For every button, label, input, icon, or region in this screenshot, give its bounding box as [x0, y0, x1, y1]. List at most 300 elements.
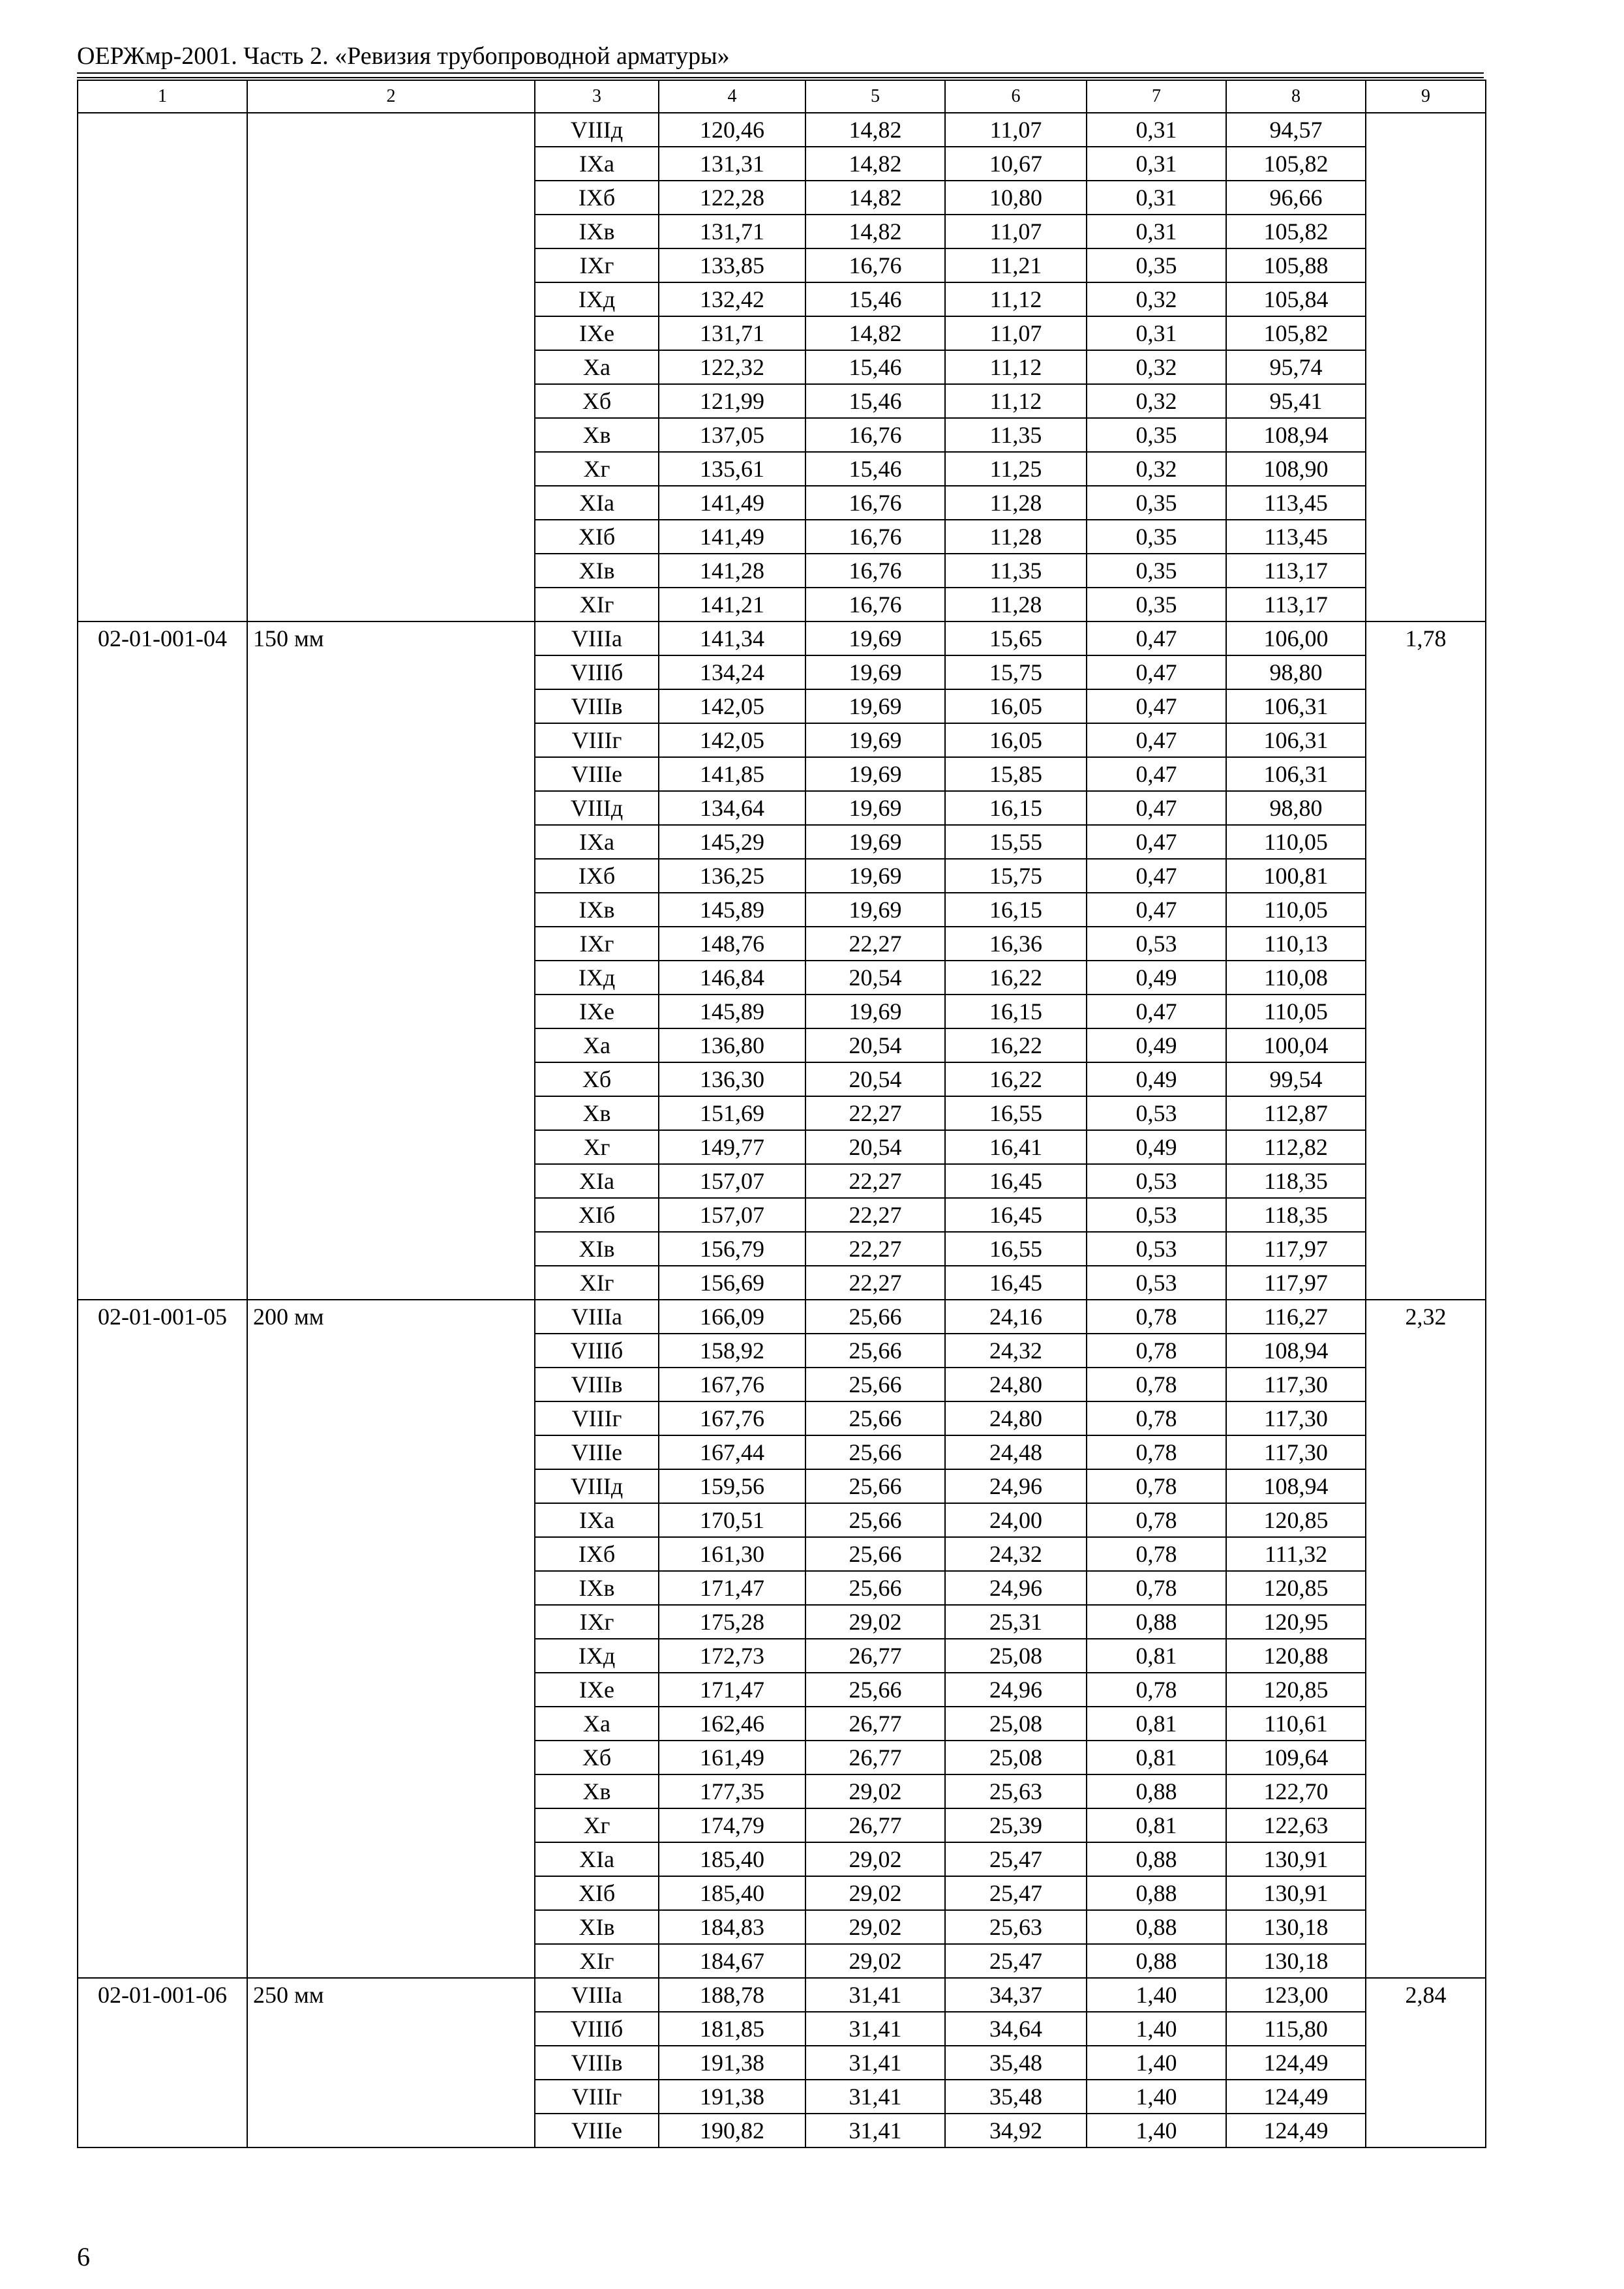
value-cell: 167,76 [659, 1368, 805, 1401]
value-cell: 145,89 [659, 893, 805, 927]
value-cell: 0,81 [1087, 1639, 1226, 1673]
value-cell: 0,49 [1087, 1028, 1226, 1062]
value-cell: 0,47 [1087, 859, 1226, 893]
value-cell: 14,82 [805, 181, 945, 215]
value-cell: 0,47 [1087, 655, 1226, 689]
value-cell: 15,46 [805, 282, 945, 316]
value-cell: IXб [535, 859, 659, 893]
column-number-cell: 2 [247, 80, 535, 113]
value-cell: 157,07 [659, 1198, 805, 1232]
value-cell: 25,66 [805, 1537, 945, 1571]
value-cell: 110,61 [1226, 1707, 1366, 1741]
column-number-cell: 9 [1366, 80, 1486, 113]
value-cell: 0,53 [1087, 1164, 1226, 1198]
value-cell: XIг [535, 588, 659, 621]
value-cell: 0,78 [1087, 1435, 1226, 1469]
value-cell: 15,75 [945, 655, 1087, 689]
value-cell: 184,83 [659, 1910, 805, 1944]
value-cell: 0,47 [1087, 723, 1226, 757]
value-cell: 19,69 [805, 893, 945, 927]
value-cell: Xa [535, 350, 659, 384]
value-cell: 115,80 [1226, 2012, 1366, 2046]
value-cell: 0,31 [1087, 316, 1226, 350]
table-row [78, 1300, 1486, 1334]
rates-table [77, 80, 1486, 2148]
value-cell: VIIIe [535, 1435, 659, 1469]
value-cell: 19,69 [805, 995, 945, 1028]
value-cell: 170,51 [659, 1503, 805, 1537]
value-cell: 0,78 [1087, 1334, 1226, 1368]
value-cell: 25,63 [945, 1774, 1087, 1808]
value-cell: 0,81 [1087, 1808, 1226, 1842]
value-cell: 19,69 [805, 757, 945, 791]
value-cell: 15,46 [805, 452, 945, 486]
value-cell: VIIIб [535, 655, 659, 689]
value-cell: 112,87 [1226, 1096, 1366, 1130]
value-cell: 110,05 [1226, 893, 1366, 927]
value-cell: 1,40 [1087, 2080, 1226, 2114]
value-cell: 141,28 [659, 554, 805, 588]
value-cell: XIa [535, 486, 659, 520]
value-cell: 0,32 [1087, 384, 1226, 418]
value-cell: VIIIa [535, 621, 659, 655]
value-cell: 141,49 [659, 520, 805, 554]
value-cell: 191,38 [659, 2080, 805, 2114]
value-cell: 22,27 [805, 1232, 945, 1266]
value-cell: 24,80 [945, 1368, 1087, 1401]
value-cell: 0,35 [1087, 588, 1226, 621]
value-cell: VIIIe [535, 2114, 659, 2147]
value-cell: 0,47 [1087, 825, 1226, 859]
value-cell: 158,92 [659, 1334, 805, 1368]
value-cell: Xг [535, 1130, 659, 1164]
value-cell: 123,00 [1226, 1978, 1366, 2012]
value-cell: 11,12 [945, 384, 1087, 418]
value-cell: Xб [535, 1741, 659, 1774]
value-cell: 24,96 [945, 1469, 1087, 1503]
value-cell: 110,05 [1226, 825, 1366, 859]
value-cell: 11,12 [945, 350, 1087, 384]
value-cell: 16,76 [805, 554, 945, 588]
value-cell: VIIIд [535, 113, 659, 147]
value-cell: 120,88 [1226, 1639, 1366, 1673]
value-cell: 130,91 [1226, 1842, 1366, 1876]
value-cell: 171,47 [659, 1571, 805, 1605]
value-cell: 113,45 [1226, 520, 1366, 554]
value-cell: 29,02 [805, 1910, 945, 1944]
value-cell: 15,65 [945, 621, 1087, 655]
value-cell: VIIIг [535, 723, 659, 757]
value-cell: 120,46 [659, 113, 805, 147]
value-cell: 24,80 [945, 1401, 1087, 1435]
value-cell: 132,42 [659, 282, 805, 316]
value-cell: 16,45 [945, 1198, 1087, 1232]
value-cell: 16,15 [945, 995, 1087, 1028]
value-cell: 0,31 [1087, 215, 1226, 248]
value-cell: 22,27 [805, 1198, 945, 1232]
value-cell: 26,77 [805, 1707, 945, 1741]
value-cell: 141,49 [659, 486, 805, 520]
value-cell: 1,40 [1087, 1978, 1226, 2012]
value-cell: 19,69 [805, 689, 945, 723]
value-cell: 22,27 [805, 927, 945, 961]
item-name-cell [247, 113, 535, 621]
value-cell: 16,45 [945, 1164, 1087, 1198]
item-name-cell: 200 мм [247, 1300, 535, 1978]
value-cell: 136,80 [659, 1028, 805, 1062]
value-cell: 25,47 [945, 1876, 1087, 1910]
value-cell: 116,27 [1226, 1300, 1366, 1334]
value-cell: 16,05 [945, 689, 1087, 723]
value-cell: 16,55 [945, 1096, 1087, 1130]
value-cell: 151,69 [659, 1096, 805, 1130]
value-cell: XIг [535, 1944, 659, 1978]
value-cell: IXв [535, 215, 659, 248]
value-cell: 108,94 [1226, 1469, 1366, 1503]
value-cell: 29,02 [805, 1876, 945, 1910]
value-cell: 98,80 [1226, 655, 1366, 689]
value-cell: 0,35 [1087, 554, 1226, 588]
value-cell: IXб [535, 1537, 659, 1571]
rate-code-cell: 02-01-001-06 [78, 1978, 247, 2147]
value-cell: 135,61 [659, 452, 805, 486]
col9-value-cell [1366, 113, 1486, 621]
value-cell: 149,77 [659, 1130, 805, 1164]
value-cell: 16,22 [945, 1028, 1087, 1062]
value-cell: IXe [535, 316, 659, 350]
value-cell: 25,47 [945, 1842, 1087, 1876]
value-cell: 26,77 [805, 1639, 945, 1673]
value-cell: IXг [535, 1605, 659, 1639]
value-cell: 15,55 [945, 825, 1087, 859]
value-cell: 157,07 [659, 1164, 805, 1198]
value-cell: 95,74 [1226, 350, 1366, 384]
value-cell: 16,15 [945, 791, 1087, 825]
value-cell: 25,08 [945, 1707, 1087, 1741]
value-cell: Xa [535, 1707, 659, 1741]
value-cell: IXв [535, 1571, 659, 1605]
value-cell: 118,35 [1226, 1164, 1366, 1198]
value-cell: Xг [535, 1808, 659, 1842]
value-cell: 0,32 [1087, 282, 1226, 316]
value-cell: 141,34 [659, 621, 805, 655]
value-cell: IXг [535, 927, 659, 961]
value-cell: 19,69 [805, 621, 945, 655]
value-cell: Xв [535, 1096, 659, 1130]
value-cell: 16,15 [945, 893, 1087, 927]
value-cell: 20,54 [805, 1028, 945, 1062]
value-cell: 24,00 [945, 1503, 1087, 1537]
value-cell: 0,81 [1087, 1741, 1226, 1774]
value-cell: 191,38 [659, 2046, 805, 2080]
value-cell: 0,35 [1087, 486, 1226, 520]
value-cell: 0,35 [1087, 248, 1226, 282]
value-cell: XIв [535, 554, 659, 588]
value-cell: 0,78 [1087, 1503, 1226, 1537]
table-row [78, 621, 1486, 655]
value-cell: 25,66 [805, 1571, 945, 1605]
value-cell: 11,28 [945, 588, 1087, 621]
value-cell: 145,89 [659, 995, 805, 1028]
value-cell: 16,36 [945, 927, 1087, 961]
value-cell: 20,54 [805, 961, 945, 995]
value-cell: 124,49 [1226, 2046, 1366, 2080]
value-cell: 111,32 [1226, 1537, 1366, 1571]
value-cell: 174,79 [659, 1808, 805, 1842]
value-cell: 167,76 [659, 1401, 805, 1435]
value-cell: 120,95 [1226, 1605, 1366, 1639]
value-cell: 167,44 [659, 1435, 805, 1469]
value-cell: VIIIe [535, 757, 659, 791]
value-cell: 15,85 [945, 757, 1087, 791]
value-cell: 113,17 [1226, 588, 1366, 621]
value-cell: 19,69 [805, 825, 945, 859]
value-cell: 10,67 [945, 147, 1087, 181]
value-cell: 0,31 [1087, 113, 1226, 147]
page-header-title: ОЕРЖмр-2001. Часть 2. «Ревизия трубопроводной арматуры» [77, 42, 730, 70]
value-cell: VIIIг [535, 1401, 659, 1435]
value-cell: 146,84 [659, 961, 805, 995]
value-cell: 15,46 [805, 384, 945, 418]
column-number-row [78, 80, 1486, 113]
value-cell: 24,48 [945, 1435, 1087, 1469]
value-cell: 109,64 [1226, 1741, 1366, 1774]
value-cell: 14,82 [805, 113, 945, 147]
value-cell: 172,73 [659, 1639, 805, 1673]
value-cell: VIIIa [535, 1978, 659, 2012]
value-cell: 26,77 [805, 1741, 945, 1774]
value-cell: 0,49 [1087, 961, 1226, 995]
value-cell: 156,79 [659, 1232, 805, 1266]
value-cell: 145,29 [659, 825, 805, 859]
value-cell: 106,31 [1226, 689, 1366, 723]
value-cell: 16,45 [945, 1266, 1087, 1300]
value-cell: 0,88 [1087, 1910, 1226, 1944]
value-cell: 185,40 [659, 1876, 805, 1910]
value-cell: 106,31 [1226, 723, 1366, 757]
value-cell: 34,92 [945, 2114, 1087, 2147]
value-cell: 122,28 [659, 181, 805, 215]
value-cell: 0,81 [1087, 1707, 1226, 1741]
value-cell: 161,30 [659, 1537, 805, 1571]
page-number: 6 [77, 2242, 90, 2271]
value-cell: 0,47 [1087, 791, 1226, 825]
value-cell: 0,78 [1087, 1300, 1226, 1334]
value-cell: IXг [535, 248, 659, 282]
value-cell: 19,69 [805, 723, 945, 757]
rate-code-cell: 02-01-001-05 [78, 1300, 247, 1978]
value-cell: 11,07 [945, 215, 1087, 248]
value-cell: 142,05 [659, 689, 805, 723]
value-cell: 131,71 [659, 215, 805, 248]
value-cell: 0,78 [1087, 1673, 1226, 1707]
value-cell: 25,66 [805, 1300, 945, 1334]
value-cell: 16,76 [805, 520, 945, 554]
value-cell: 110,13 [1226, 927, 1366, 961]
value-cell: 14,82 [805, 147, 945, 181]
value-cell: 29,02 [805, 1842, 945, 1876]
value-cell: 156,69 [659, 1266, 805, 1300]
value-cell: 162,46 [659, 1707, 805, 1741]
value-cell: VIIIв [535, 2046, 659, 2080]
value-cell: 136,25 [659, 859, 805, 893]
value-cell: 11,28 [945, 520, 1087, 554]
value-cell: IXв [535, 893, 659, 927]
column-number-cell: 3 [535, 80, 659, 113]
value-cell: 11,25 [945, 452, 1087, 486]
value-cell: 141,85 [659, 757, 805, 791]
value-cell: 0,47 [1087, 621, 1226, 655]
value-cell: 105,88 [1226, 248, 1366, 282]
value-cell: 16,41 [945, 1130, 1087, 1164]
value-cell: 0,78 [1087, 1368, 1226, 1401]
value-cell: IXa [535, 147, 659, 181]
value-cell: 11,35 [945, 418, 1087, 452]
value-cell: 19,69 [805, 791, 945, 825]
value-cell: 190,82 [659, 2114, 805, 2147]
value-cell: 25,39 [945, 1808, 1087, 1842]
value-cell: VIIIa [535, 1300, 659, 1334]
value-cell: 29,02 [805, 1605, 945, 1639]
value-cell: 14,82 [805, 316, 945, 350]
value-cell: 0,53 [1087, 927, 1226, 961]
value-cell: VIIIд [535, 1469, 659, 1503]
value-cell: 0,53 [1087, 1266, 1226, 1300]
value-cell: 105,82 [1226, 215, 1366, 248]
value-cell: Xб [535, 1062, 659, 1096]
col9-value-cell: 2,84 [1366, 1978, 1486, 2147]
value-cell: 0,88 [1087, 1842, 1226, 1876]
value-cell: 0,31 [1087, 181, 1226, 215]
value-cell: 113,17 [1226, 554, 1366, 588]
column-number-cell: 1 [78, 80, 247, 113]
value-cell: XIб [535, 1198, 659, 1232]
value-cell: 134,24 [659, 655, 805, 689]
value-cell: 10,80 [945, 181, 1087, 215]
value-cell: 16,55 [945, 1232, 1087, 1266]
value-cell: IXa [535, 825, 659, 859]
value-cell: 188,78 [659, 1978, 805, 2012]
value-cell: 184,67 [659, 1944, 805, 1978]
value-cell: 11,12 [945, 282, 1087, 316]
rate-code-cell: 02-01-001-04 [78, 621, 247, 1300]
value-cell: 1,40 [1087, 2012, 1226, 2046]
value-cell: 0,31 [1087, 147, 1226, 181]
table-row [78, 1978, 1486, 2012]
value-cell: 110,05 [1226, 995, 1366, 1028]
table-row [78, 113, 1486, 147]
value-cell: IXa [535, 1503, 659, 1537]
value-cell: 120,85 [1226, 1673, 1366, 1707]
value-cell: 117,97 [1226, 1266, 1366, 1300]
value-cell: 106,00 [1226, 621, 1366, 655]
value-cell: 24,96 [945, 1673, 1087, 1707]
value-cell: 117,30 [1226, 1401, 1366, 1435]
value-cell: 112,82 [1226, 1130, 1366, 1164]
value-cell: 0,49 [1087, 1130, 1226, 1164]
value-cell: 134,64 [659, 791, 805, 825]
value-cell: 24,96 [945, 1571, 1087, 1605]
value-cell: 14,82 [805, 215, 945, 248]
value-cell: 15,46 [805, 350, 945, 384]
value-cell: XIв [535, 1232, 659, 1266]
value-cell: 16,05 [945, 723, 1087, 757]
value-cell: 177,35 [659, 1774, 805, 1808]
item-name-cell: 150 мм [247, 621, 535, 1300]
value-cell: 16,22 [945, 1062, 1087, 1096]
value-cell: 0,47 [1087, 757, 1226, 791]
value-cell: 34,64 [945, 2012, 1087, 2046]
value-cell: VIIIг [535, 2080, 659, 2114]
value-cell: 24,16 [945, 1300, 1087, 1334]
value-cell: IXд [535, 961, 659, 995]
value-cell: 137,05 [659, 418, 805, 452]
value-cell: 20,54 [805, 1062, 945, 1096]
value-cell: 25,08 [945, 1639, 1087, 1673]
value-cell: 106,31 [1226, 757, 1366, 791]
value-cell: 1,40 [1087, 2046, 1226, 2080]
col9-value-cell: 2,32 [1366, 1300, 1486, 1978]
value-cell: 35,48 [945, 2046, 1087, 2080]
value-cell: 0,78 [1087, 1537, 1226, 1571]
value-cell: 19,69 [805, 859, 945, 893]
value-cell: 25,66 [805, 1469, 945, 1503]
value-cell: 0,78 [1087, 1401, 1226, 1435]
value-cell: 171,47 [659, 1673, 805, 1707]
value-cell: 25,66 [805, 1334, 945, 1368]
value-cell: 31,41 [805, 2046, 945, 2080]
value-cell: 25,66 [805, 1368, 945, 1401]
value-cell: 117,30 [1226, 1435, 1366, 1469]
value-cell: VIIIд [535, 791, 659, 825]
value-cell: 100,04 [1226, 1028, 1366, 1062]
value-cell: 24,32 [945, 1334, 1087, 1368]
value-cell: 31,41 [805, 1978, 945, 2012]
value-cell: 108,90 [1226, 452, 1366, 486]
value-cell: 25,66 [805, 1673, 945, 1707]
value-cell: 130,18 [1226, 1944, 1366, 1978]
value-cell: IXб [535, 181, 659, 215]
value-cell: 94,57 [1226, 113, 1366, 147]
value-cell: 98,80 [1226, 791, 1366, 825]
item-name-cell: 250 мм [247, 1978, 535, 2147]
value-cell: 0,88 [1087, 1876, 1226, 1910]
value-cell: 29,02 [805, 1944, 945, 1978]
value-cell: Xв [535, 1774, 659, 1808]
value-cell: 121,99 [659, 384, 805, 418]
value-cell: XIa [535, 1842, 659, 1876]
value-cell: 11,35 [945, 554, 1087, 588]
value-cell: 0,53 [1087, 1232, 1226, 1266]
value-cell: 161,49 [659, 1741, 805, 1774]
value-cell: 11,07 [945, 316, 1087, 350]
value-cell: 0,47 [1087, 893, 1226, 927]
rate-code-cell [78, 113, 247, 621]
value-cell: 11,21 [945, 248, 1087, 282]
value-cell: VIIIв [535, 689, 659, 723]
value-cell: 16,76 [805, 248, 945, 282]
value-cell: 100,81 [1226, 859, 1366, 893]
value-cell: 29,02 [805, 1774, 945, 1808]
value-cell: 22,27 [805, 1096, 945, 1130]
value-cell: 110,08 [1226, 961, 1366, 995]
value-cell: 0,35 [1087, 418, 1226, 452]
value-cell: 131,71 [659, 316, 805, 350]
value-cell: 141,21 [659, 588, 805, 621]
value-cell: 25,08 [945, 1741, 1087, 1774]
value-cell: 159,56 [659, 1469, 805, 1503]
value-cell: 31,41 [805, 2114, 945, 2147]
